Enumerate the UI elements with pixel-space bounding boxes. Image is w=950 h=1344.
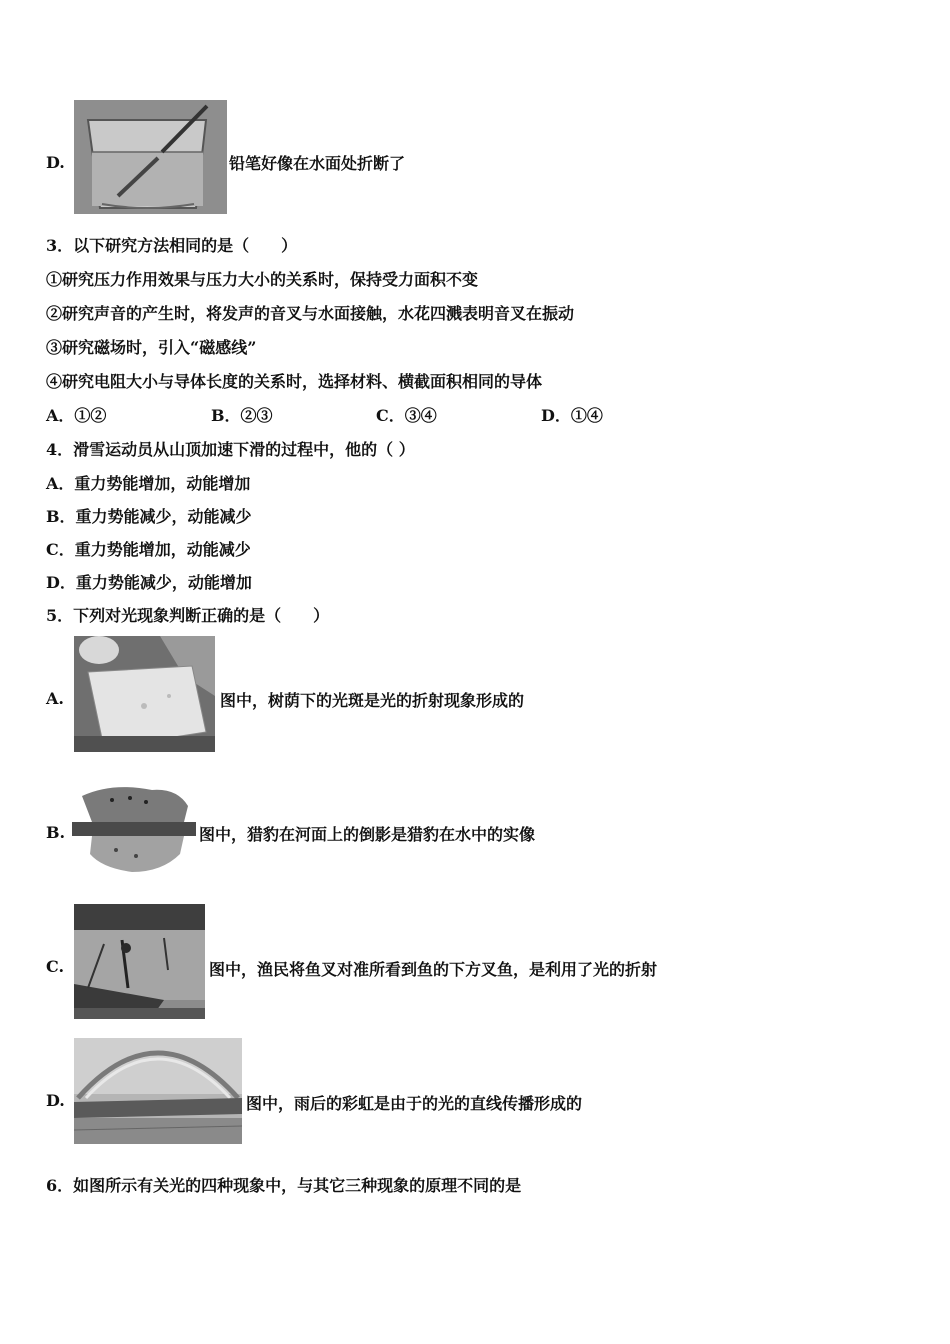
q2-option-d	[46, 98, 746, 216]
q3-option-b: B．②③	[211, 406, 273, 425]
q5-option-d	[46, 1038, 746, 1146]
q5-option-b-text: 图中，猎豹在河面上的倒影是猎豹在水中的实像	[199, 825, 536, 844]
light-spot-picture	[74, 636, 215, 752]
q4-stem: 4．滑雪运动员从山顶加速下滑的过程中，他的（ ）	[46, 440, 415, 459]
q2-option-d-text: 铅笔好像在水面处折断了	[229, 154, 406, 173]
q3-options	[46, 406, 746, 426]
q5-stem: 5．下列对光现象判断正确的是（ ）	[46, 606, 330, 625]
q2-option-d-letter: D.	[46, 153, 65, 172]
q3-stem: 3．以下研究方法相同的是（ ）	[46, 236, 298, 255]
q3-option-a: A．①②	[46, 406, 107, 425]
q5-option-a	[46, 636, 746, 754]
q3-option-d: D．①④	[541, 406, 603, 425]
q5-option-a-letter: A.	[46, 689, 64, 708]
q4-option-a: A．重力势能增加，动能增加	[46, 474, 251, 493]
q3-statement-2: ②研究声音的产生时，将发声的音叉与水面接触，水花四溅表明音叉在振动	[46, 304, 575, 323]
q5-option-d-text: 图中，雨后的彩虹是由于的光的直线传播形成的	[246, 1094, 583, 1113]
q5-option-d-letter: D.	[46, 1091, 65, 1110]
fisherman-picture	[74, 904, 205, 1019]
q5-option-b	[46, 776, 746, 884]
q3-statement-4: ④研究电阻大小与导体长度的关系时，选择材料、横截面积相同的导体	[46, 372, 543, 391]
q5-option-a-text: 图中，树荫下的光斑是光的折射现象形成的	[220, 691, 525, 710]
q5-option-b-letter: B.	[46, 823, 66, 842]
q6-stem: 6．如图所示有关光的四种现象中，与其它三种现象的原理不同的是	[46, 1176, 522, 1195]
q3-statement-1: ①研究压力作用效果与压力大小的关系时，保持受力面积不变	[46, 270, 479, 289]
q3-statement-3: ③研究磁场时，引入“磁感线”	[46, 338, 257, 357]
q5-option-c-text: 图中，渔民将鱼叉对准所看到鱼的下方叉鱼，是利用了光的折射	[209, 960, 658, 979]
cheetah-reflection-picture	[72, 776, 196, 882]
q5-option-c-letter: C.	[46, 957, 65, 976]
q4-option-b: B．重力势能减少，动能减少	[46, 507, 252, 526]
q5-option-c	[46, 904, 746, 1020]
q4-option-d: D．重力势能减少，动能增加	[46, 573, 252, 592]
q4-option-c: C．重力势能增加，动能减少	[46, 540, 251, 559]
rainbow-picture	[74, 1038, 242, 1144]
q3-option-c: C．③④	[376, 406, 437, 425]
glass-with-pencil-picture	[74, 100, 227, 214]
